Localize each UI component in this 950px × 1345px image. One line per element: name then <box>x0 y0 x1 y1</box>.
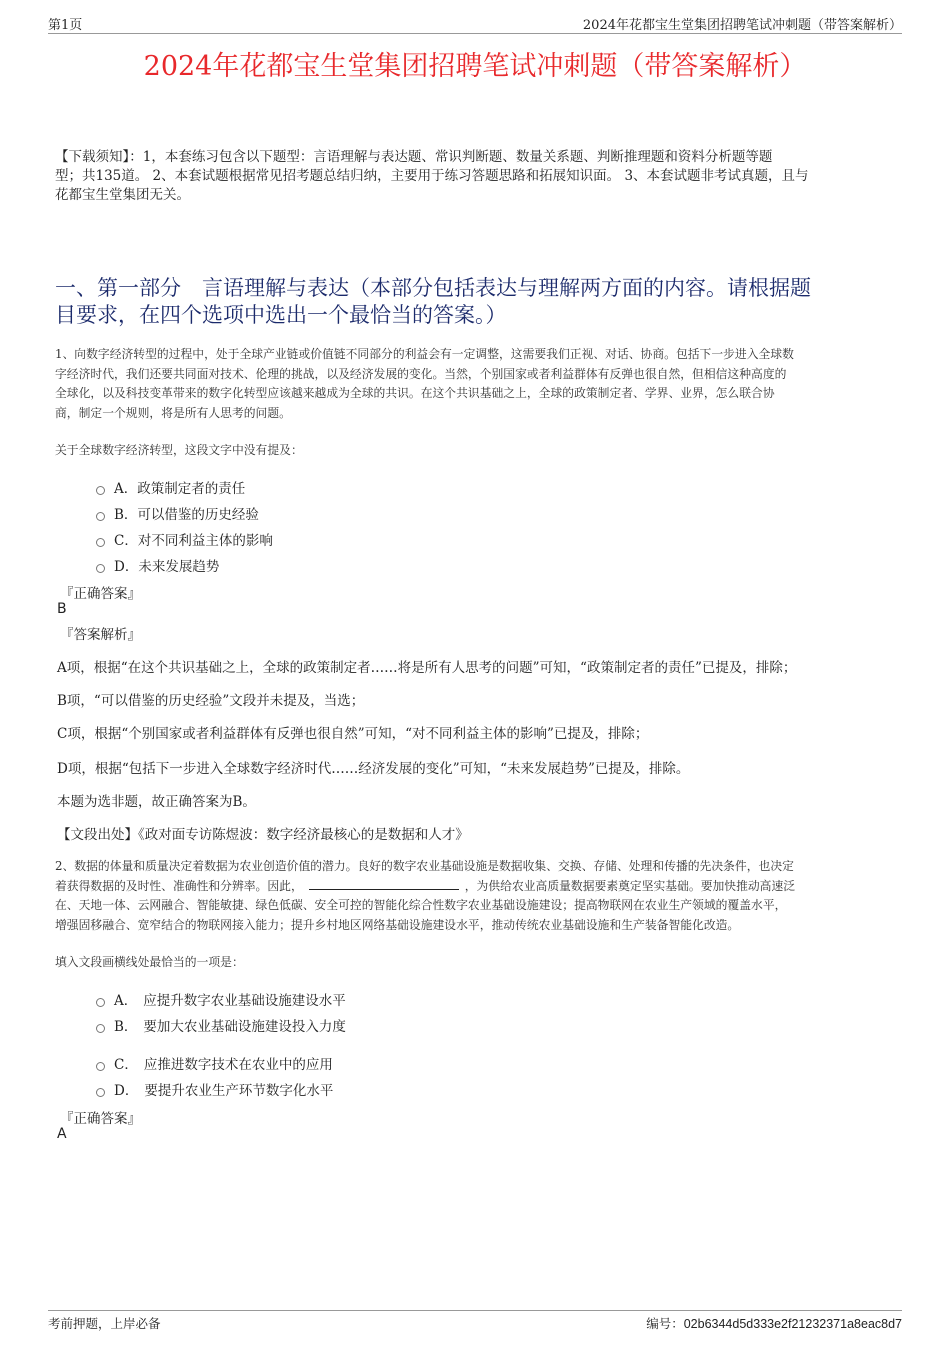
q1-analysis-line: A项，根据“在这个共识基础之上，全球的政策制定者……将是所有人思考的问题”可知，“政策制定者的责任”已提及，排除； <box>57 660 797 676</box>
footer-code-value: 02b6344d5d333e2f21232371a8eac8d7 <box>683 1317 902 1331</box>
section-heading-line: 目要求，在四个选项中选出一个最恰当的答案。） <box>55 303 507 327</box>
question-1-stem: 关于全球数字经济转型，这段文字中没有提及： <box>55 443 303 457</box>
q1-answer-label: 『正确答案』 <box>60 586 141 602</box>
radio-icon[interactable] <box>96 564 105 573</box>
notice-line: 【下载须知】：1，本套练习包含以下题型：言语理解与表达题、常识判断题、数量关系题、判断推理题和资料分析题等题 <box>55 149 773 165</box>
radio-icon[interactable] <box>96 1062 105 1071</box>
passage-line <box>55 877 900 897</box>
radio-icon[interactable] <box>96 998 105 1007</box>
q2-option-b[interactable] <box>96 1015 346 1035</box>
q1-option-d[interactable] <box>96 555 219 575</box>
footer-code-label: 编号： <box>646 1316 684 1331</box>
q2-answer-label: 『正确答案』 <box>60 1111 141 1127</box>
passage-line: 商，制定一个规则，将是所有人思考的问题。 <box>55 405 291 420</box>
q1-analysis-conclusion: 本题为选非题，故正确答案为B。 <box>57 794 256 810</box>
q1-analysis-line: C项，根据“个别国家或者利益群体有反弹也很自然”可知，“对不同利益主体的影响”已提及，排除； <box>57 726 649 742</box>
radio-icon[interactable] <box>96 1088 105 1097</box>
footer-slogan: 考前押题，上岸必备 <box>48 1316 161 1331</box>
option-text: 应推进数字技术在农业中的应用 <box>143 1057 333 1073</box>
header-divider <box>48 33 902 34</box>
q1-option-a[interactable] <box>96 477 245 497</box>
q1-analysis-line: D项，根据“包括下一步进入全球数字经济时代……经济发展的变化”可知，“未来发展趋势”已提及，排除。 <box>57 761 690 777</box>
footer-code <box>646 1314 902 1332</box>
q2-answer: A <box>57 1126 67 1142</box>
passage-line: 在、天地一体、云网融合、智能敏捷、绿色低碳、安全可控的智能化综合性数字农业基础设施建设；提高物联网在农业生产领域的覆盖水平， <box>55 898 787 912</box>
page-title: 2024年花都宝生堂集团招聘笔试冲刺题（带答案解析） <box>143 51 807 82</box>
passage-line: 1、向数字经济转型的过程中，处于全球产业链或价值链不同部分的利益会有一定调整，这需要我们正视、对话、协商。包括下一步进入全球数 <box>55 347 794 361</box>
section-heading-line: 一、第一部分 言语理解与表达（本部分包括表达与理解两方面的内容。请根据题 <box>55 276 811 300</box>
q1-option-c[interactable] <box>96 529 273 549</box>
option-key: B． <box>114 507 138 523</box>
notice-line: 型；共135道。 2、本套试题根据常见招考题总结归纳，主要用于练习答题思路和拓展知识面。 3、本套试题非考试真题，且与 <box>55 168 809 184</box>
question-2-stem: 填入文段画横线处最恰当的一项是： <box>55 955 244 969</box>
passage-line: 字经济时代，我们还要共同面对技术、伦理的挑战，以及经济发展的变化。当然，个别国家或者利益群体有反弹也很自然，但相信这种高度的 <box>55 366 787 381</box>
option-text: 对不同利益主体的影响 <box>137 533 273 549</box>
header-doc-title: 2024年花都宝生堂集团招聘笔试冲刺题（带答案解析） <box>582 18 902 33</box>
q2-option-d[interactable] <box>96 1079 333 1099</box>
option-text: 政策制定者的责任 <box>137 481 246 497</box>
option-text: 未来发展趋势 <box>138 559 220 575</box>
option-text: 要加大农业基础设施建设投入力度 <box>143 1019 346 1035</box>
option-key: A． <box>114 993 138 1009</box>
q1-analysis-line: B项，“可以借鉴的历史经验”文段并未提及，当选； <box>57 693 365 709</box>
option-key: A． <box>114 481 138 497</box>
q2-option-c[interactable] <box>96 1053 333 1073</box>
passage-line: 增强固移融合、宽窄结合的物联网接入能力；提升乡村地区网络基础设施建设水平，推动传统农业基础设施和生产装备智能化改造。 <box>55 917 740 932</box>
radio-icon[interactable] <box>96 486 105 495</box>
option-key: B． <box>114 1019 138 1035</box>
q2-option-a[interactable] <box>96 989 346 1009</box>
q1-option-b[interactable] <box>96 503 259 523</box>
q1-source: 【文段出处】《政对面专访陈煜波：数字经济最核心的是数据和人才》 <box>57 827 469 843</box>
passage-line: 全球化，以及科技变革带来的数字化转型应该越来越成为全球的共识。在这个共识基础之上，全球的政策制定者、学界、业界，怎么联合协 <box>55 386 775 400</box>
option-key: D． <box>114 1083 139 1099</box>
passage-line: 2、数据的体量和质量决定着数据为农业创造价值的潜力。良好的数字农业基础设施是数据收集、交换、存储、处理和传播的先决条件，也决定 <box>55 859 794 873</box>
passage-segment: ，为供给农业高质量数据要素奠定坚实基础。要加快推动高速泛 <box>464 878 796 893</box>
option-key: C． <box>114 533 138 549</box>
option-text: 应提升数字农业基础设施建设水平 <box>143 993 346 1009</box>
q1-analysis-label: 『答案解析』 <box>60 627 141 643</box>
question-2-passage <box>55 857 900 935</box>
radio-icon[interactable] <box>96 538 105 547</box>
notice-line: 花都宝生堂集团无关。 <box>55 187 190 203</box>
fill-blank <box>309 877 459 890</box>
q1-answer: B <box>57 601 67 617</box>
option-text: 可以借鉴的历史经验 <box>137 507 259 523</box>
download-notice <box>55 148 900 205</box>
option-key: D． <box>114 559 139 575</box>
radio-icon[interactable] <box>96 512 105 521</box>
radio-icon[interactable] <box>96 1024 105 1033</box>
question-1-passage <box>55 345 900 423</box>
footer-divider <box>48 1310 902 1311</box>
section-heading <box>55 275 895 329</box>
page-number: 第1页 <box>48 18 83 33</box>
option-key: C． <box>114 1057 138 1073</box>
option-text: 要提升农业生产环节数字化水平 <box>144 1083 334 1099</box>
passage-segment: 着获得数据的及时性、准确性和分辨率。因此， <box>55 878 303 893</box>
